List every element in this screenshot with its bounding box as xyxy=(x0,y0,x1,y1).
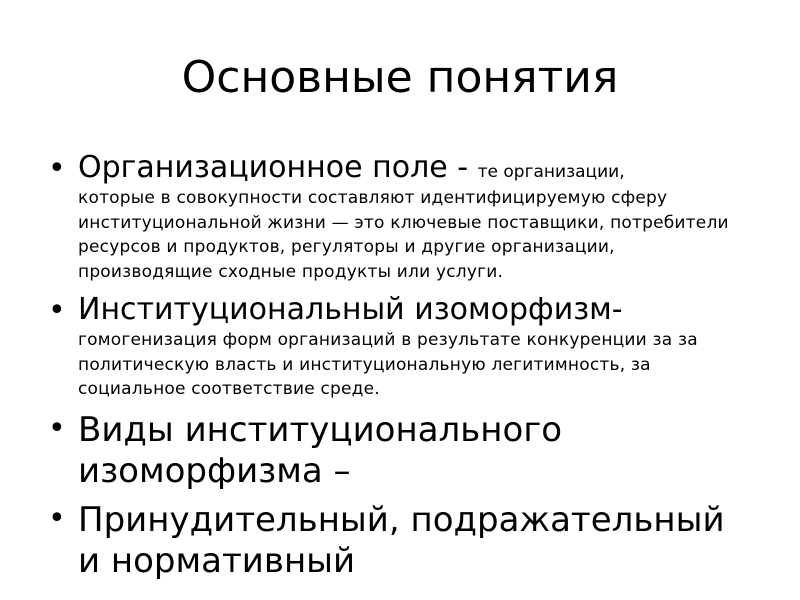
bullet-institutional-isomorphism xyxy=(48,292,748,402)
bullet-isomorphism-kinds xyxy=(48,500,748,582)
bullet-organizational-field xyxy=(48,150,748,284)
bullet-description: гомогенизация форм организаций в результате конкуренции за за политическую власть и институциональную легитимность, за социальное соответствие среде. xyxy=(78,330,698,399)
bullet-term: Институциональный изоморфизм- xyxy=(78,292,623,327)
bullet-term: Организационное поле - xyxy=(78,150,478,185)
bullet-dot-icon: • xyxy=(48,293,66,328)
bullet-dot-icon: • xyxy=(48,151,66,186)
bullet-types-of-isomorphism xyxy=(48,410,748,492)
bullet-dot-icon: • xyxy=(48,500,66,536)
bullet-text: Принудительный, подражательный и нормативный xyxy=(78,499,725,581)
slide-title: Основные понятия xyxy=(181,52,619,103)
bullet-text: Виды институционального изоморфизма – xyxy=(78,409,563,491)
bullet-dot-icon: • xyxy=(48,410,66,446)
bullet-desc-first: те организации, xyxy=(477,162,625,182)
bullet-description: которые в совокупности составляют идентифицируемую сферу институциональной жизни — это ключевые поставщики, потребители ресурсов и продуктов, регуляторы и другие организации, производящие сходные продукты или услуги. xyxy=(78,188,729,282)
bullet-lead-line xyxy=(78,150,748,186)
bullet-list xyxy=(48,150,748,590)
